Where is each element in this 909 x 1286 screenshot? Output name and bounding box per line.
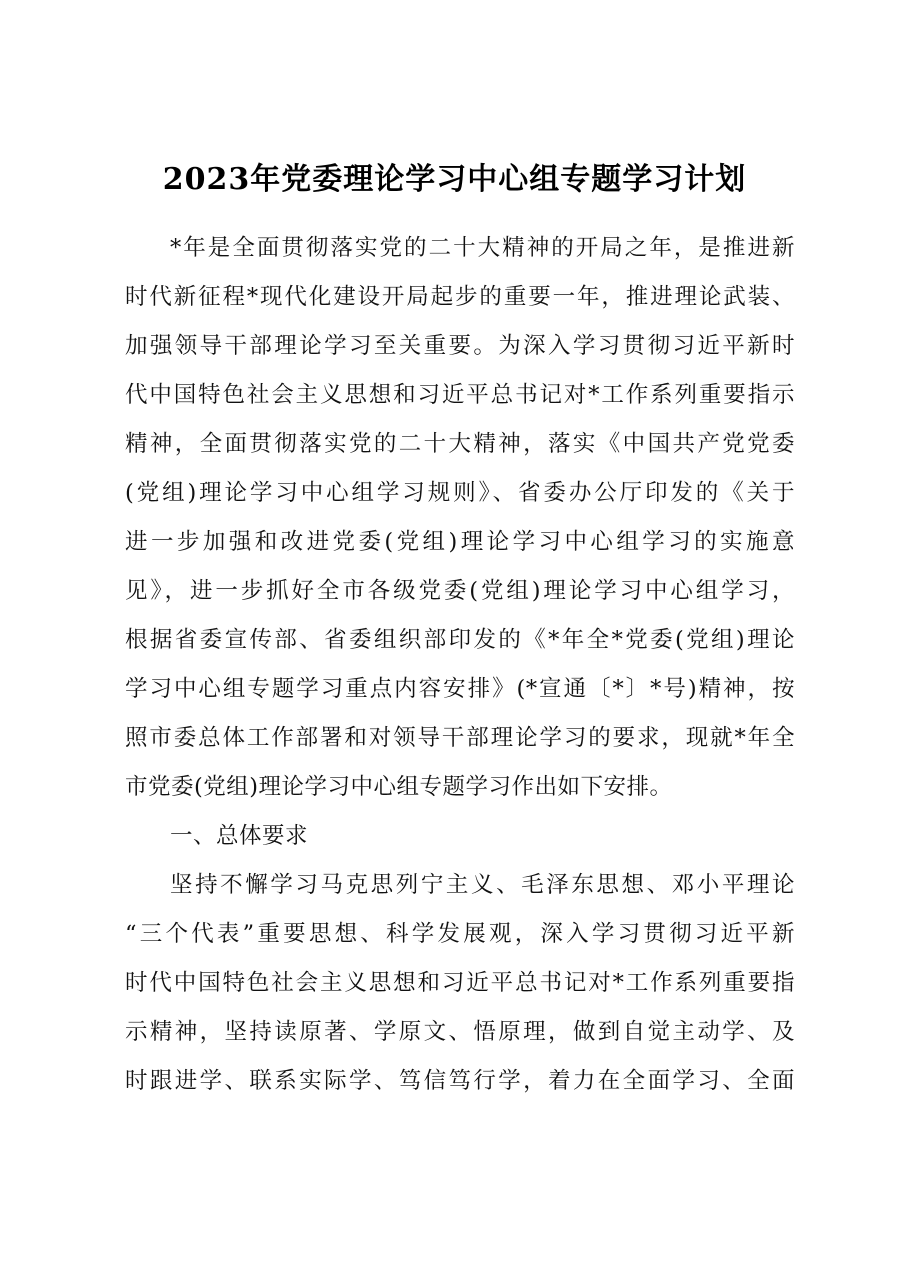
paragraph-line: 市党委(党组)理论学习中心组专题学习作出如下安排。 xyxy=(125,774,673,800)
paragraph-line: 坚持不懈学习马克思列宁主义、毛泽东思想、邓小平理论 xyxy=(170,872,795,898)
section-heading: 一、总体要求 xyxy=(170,823,309,849)
paragraph-line: 时跟进学、联系实际学、笃信笃行学，着力在全面学习、全面 xyxy=(125,1068,795,1094)
paragraph-line: 根据省委宣传部、省委组织部印发的《*年全*党委(党组)理论 xyxy=(125,627,795,653)
paragraph-line: 加强领导干部理论学习至关重要。为深入学习贯彻习近平新时 xyxy=(125,333,795,359)
paragraph-line: 时代新征程*现代化建设开局起步的重要一年，推进理论武装、 xyxy=(125,284,795,310)
paragraph-line: *年是全面贯彻落实党的二十大精神的开局之年，是推进新 xyxy=(170,235,795,261)
paragraph-line: 见》，进一步抓好全市各级党委(党组)理论学习中心组学习， xyxy=(125,578,795,604)
paragraph-line: 学习中心组专题学习重点内容安排》(*宣通〔*〕*号)精神，按 xyxy=(125,676,795,702)
paragraph-line: 代中国特色社会主义思想和习近平总书记对*工作系列重要指示 xyxy=(125,382,795,408)
paragraph-line: 照市委总体工作部署和对领导干部理论学习的要求，现就*年全 xyxy=(125,725,795,751)
paragraph-line: 时代中国特色社会主义思想和习近平总书记对*工作系列重要指 xyxy=(125,970,795,996)
paragraph-line: (党组)理论学习中心组学习规则》、省委办公厅印发的《关于 xyxy=(125,480,795,506)
paragraph-line: 进一步加强和改进党委(党组)理论学习中心组学习的实施意 xyxy=(125,529,795,555)
paragraph-line: “三个代表”重要思想、科学发展观，深入学习贯彻习近平新 xyxy=(125,921,795,947)
document-title: 2023年党委理论学习中心组专题学习计划 xyxy=(162,162,747,197)
paragraph-line: 示精神，坚持读原著、学原文、悟原理，做到自觉主动学、及 xyxy=(125,1019,795,1045)
paragraph-line: 精神，全面贯彻落实党的二十大精神，落实《中国共产党党委 xyxy=(125,431,795,457)
document-body xyxy=(125,224,795,1106)
